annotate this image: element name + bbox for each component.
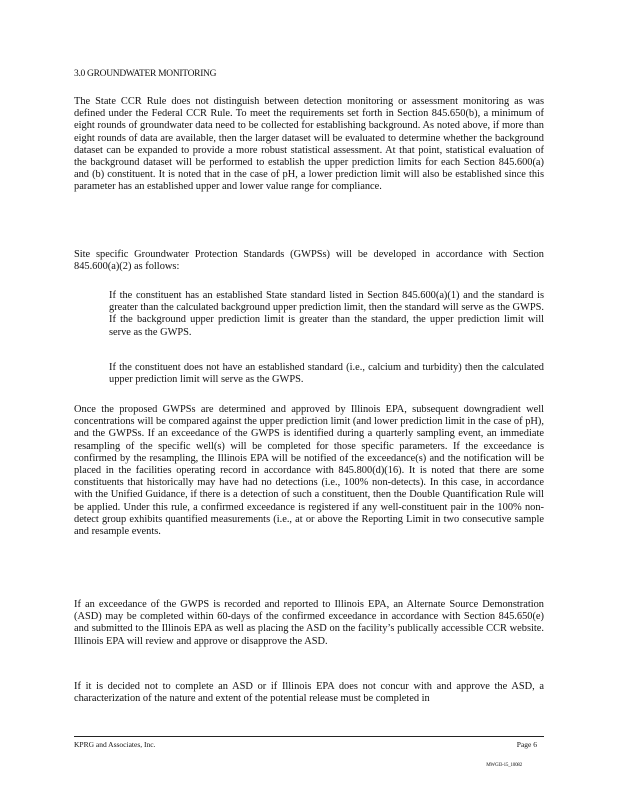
paragraph-background-rounds: The State CCR Rule does not distinguish between detection monitoring or assessment monitoring as was defined under the Federal CCR Rule. To meet the requirements set forth in Section 845.650(b), a minimum of eight rounds of groundwater data need to be collected for establishing background. As noted above, if more than eight rounds of data are available, then the larger dataset will be evaluated to determine whether the background dataset can be expanded to provide a more robust statistical assessment. At that point, statistical evaluation of the background dataset will be performed to establish the upper prediction limits for each Section 845.600(a) and (b) constituent. It is noted that in the case of pH, a lower prediction limit will also be established since this parameter has an established upper and lower value range for compliance. (74, 96, 544, 193)
paragraph-gwps-intro: Site specific Groundwater Protection Standards (GWPSs) will be developed in accordance with Section 845.600(a)(2) as follows: (74, 249, 544, 273)
section-heading: 3.0 GROUNDWATER MONITORING (74, 69, 217, 79)
document-code: MWGI3-15_10082 (486, 763, 522, 768)
footer-company: KPRG and Associates, Inc. (74, 740, 156, 749)
paragraph-exceedance-procedure: Once the proposed GWPSs are determined and approved by Illinois EPA, subsequent downgradient well concentrations will be compared against the upper prediction limit (and lower prediction limit in the case of pH), and the GWPSs. If an exceedance of the GWPS is identified during a quarterly sampling event, an immediate resampling of the specific well(s) will be completed for those specific parameters. If the exceedance is confirmed by the resampling, the Illinois EPA will be notified of the exceedance(s) and the notification will be placed in the facilities operating record in accordance with 845.800(d)(16). It is noted that there are some constituents that historically may have had no detections (i.e., 100% non-detects). In this case, in accordance with the Unified Guidance, if there is a detection of such a constituent, then the Double Quantification Rule will be applied. Under this rule, a confirmed exceedance is registered if any well-constituent pair in the 100% non-detect group exhibits quantified measurements (i.e., at or above the Reporting Limit in two consecutive sample and resample events. (74, 404, 544, 538)
paragraph-alternate-source-demonstration: If an exceedance of the GWPS is recorded and reported to Illinois EPA, an Alternate Source Demonstration (ASD) may be completed within 60-days of the confirmed exceedance in accordance with Section 845.650(e) and submitted to the Illinois EPA as well as placing the ASD on the facility’s publically accessible CCR website. Illinois EPA will review and approve or disapprove the ASD. (74, 599, 544, 647)
footer-page-number: Page 6 (516, 740, 537, 749)
indented-paragraph-state-standard: If the constituent has an established State standard listed in Section 845.600(a)(1) and the standard is greater than the calculated background upper prediction limit, then the standard will serve as the GWPS. If the background upper prediction limit is greater than the standard, the upper prediction limit will serve as the GWPS. (109, 290, 544, 338)
indented-paragraph-no-standard: If the constituent does not have an established standard (i.e., calcium and turbidity) then the calculated upper prediction limit will serve as the GWPS. (109, 362, 544, 386)
footer-divider (74, 736, 544, 737)
paragraph-characterization: If it is decided not to complete an ASD or if Illinois EPA does not concur with and approve the ASD, a characterization of the nature and extent of the potential release must be completed in (74, 681, 544, 705)
